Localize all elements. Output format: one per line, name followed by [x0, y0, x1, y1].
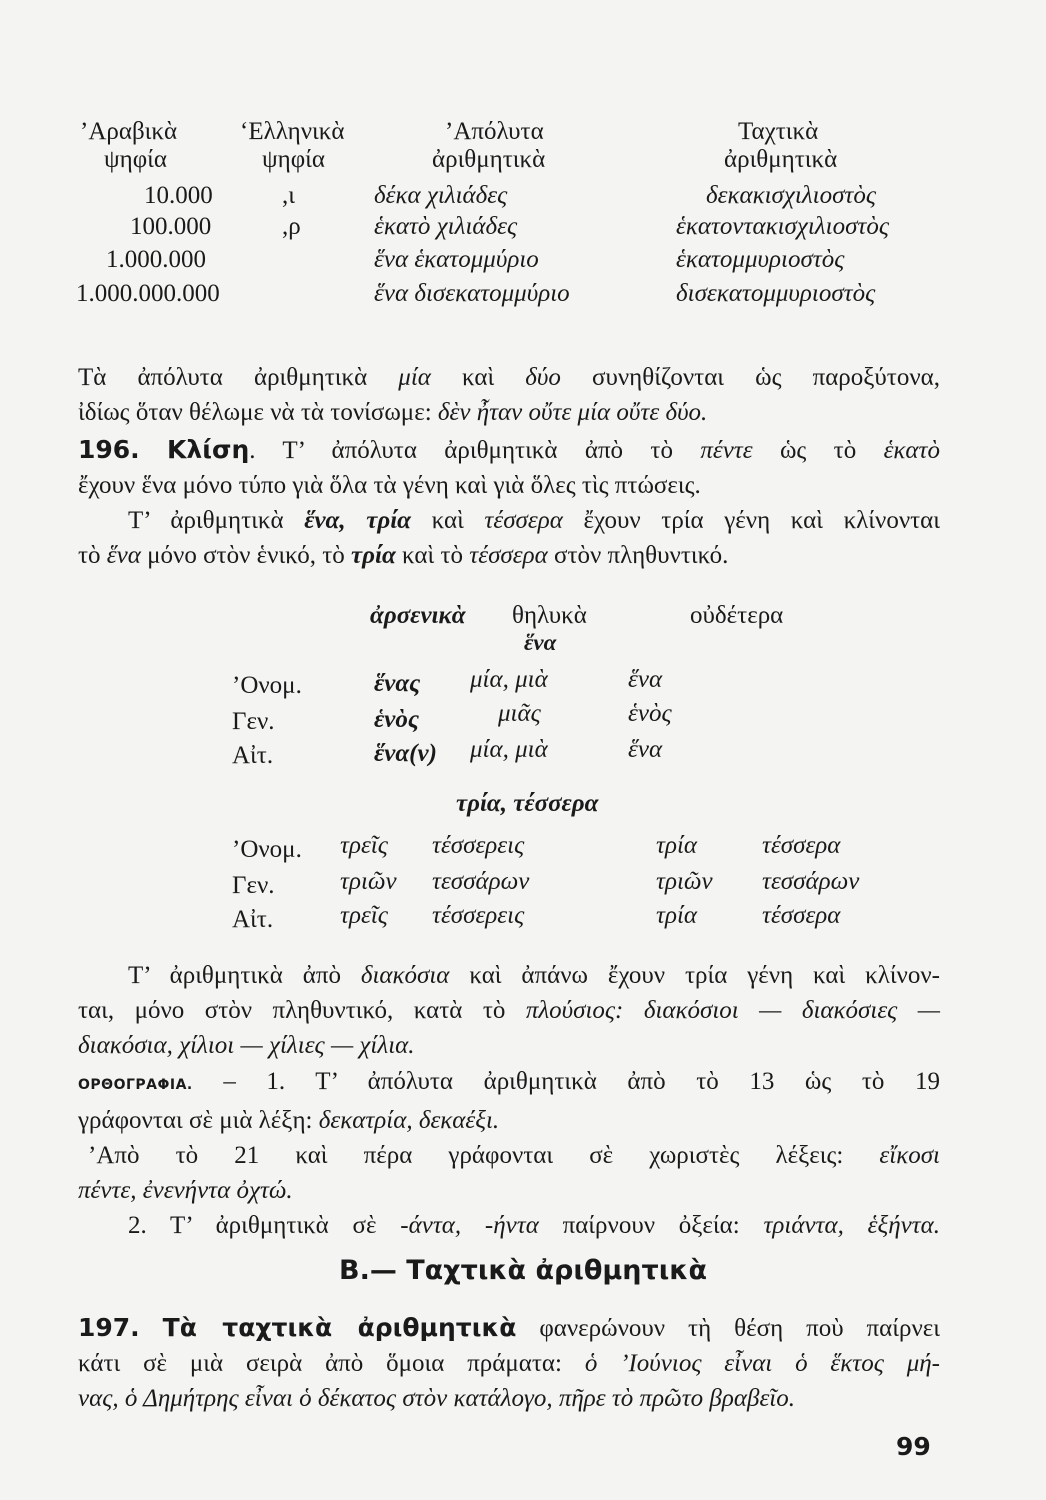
text: καὶ τὸ: [395, 542, 470, 569]
case-label: Αἰτ.: [232, 742, 274, 769]
text: -άντα, -ήντα: [400, 1212, 539, 1239]
form-n-three: τριῶν: [656, 868, 713, 895]
form-feminine: μιᾶς: [498, 700, 541, 727]
gender-feminine: θηλυκὰ: [512, 602, 587, 629]
header-cardinal-line2: ἀριθμητικὰ: [432, 146, 546, 173]
table-row-ordinal: δεκακισχιλιοστὸς: [706, 182, 877, 209]
text: καὶ: [430, 364, 526, 391]
text: μόνο στὸν ἑνικό, τὸ: [140, 542, 352, 569]
page-number: 99: [896, 1432, 931, 1461]
table-row-cardinal: ἕνα ἑκατομμύριο: [374, 246, 539, 273]
form-neuter: ἕνα: [628, 666, 663, 693]
text: δύο: [525, 364, 561, 391]
table-row-greek: ,ι: [282, 182, 295, 209]
table-row-arabic: 1.000.000.000: [76, 280, 220, 307]
paragraph-hundreds: [78, 958, 940, 1063]
form-feminine: μία, μιὰ: [470, 736, 548, 763]
form-neuter: ἑνὸς: [628, 700, 672, 727]
section-196: [78, 432, 940, 573]
header-greek-line2: ψηφία: [262, 146, 325, 173]
text: τὸ: [78, 542, 107, 569]
form-m-four: τέσσερεις: [432, 832, 525, 859]
form-masculine: ἕνα(ν): [374, 740, 437, 767]
text: Τ’ ἀριθμητικὰ ἀπὸ: [128, 962, 361, 989]
text: ἔχουν τρία γένη καὶ κλίνονται: [562, 507, 941, 534]
text: καὶ ἀπάνω ἔχουν τρία γένη καὶ κλίνον-: [449, 962, 940, 989]
header-cardinal-line1: ’Απόλυτα: [445, 118, 544, 145]
form-n-four: τέσσερα: [762, 832, 841, 859]
form-m-three: τρεῖς: [340, 832, 388, 859]
text: Τ’ ἀριθμητικὰ: [128, 507, 305, 534]
form-n-four: τέσσερα: [762, 902, 841, 929]
text: δεκατρία, δεκαέξι.: [318, 1107, 500, 1134]
form-m-four: τεσσάρων: [432, 868, 530, 895]
form-m-three: τρεῖς: [340, 902, 388, 929]
case-label: Γεν.: [232, 872, 275, 899]
table-row-cardinal: ἑκατὸ χιλιάδες: [374, 213, 518, 240]
table-title: τρία, τέσσερα: [456, 790, 599, 817]
text: ἰδίως ὅταν θέλωμε νὰ τὰ τονίσωμε:: [78, 399, 438, 426]
text: . Τ’ ἀπόλυτα ἀριθμητικὰ ἀπὸ τὸ: [249, 437, 701, 464]
case-label: ’Ονομ.: [232, 672, 302, 699]
form-n-three: τρία: [656, 902, 698, 929]
text: στὸν πληθυντικό.: [547, 542, 729, 569]
paragraph-stress: [78, 360, 940, 430]
text: καὶ: [410, 507, 485, 534]
text: εἴκοσι: [843, 1142, 940, 1169]
text: κάτι σὲ μιὰ σειρὰ ἀπὸ ὅμοια πράματα:: [78, 1350, 585, 1377]
text: πέντε: [700, 437, 753, 464]
text: Τὰ ἀπόλυτα ἀριθμητικὰ: [78, 364, 399, 391]
section-heading: Κλίση: [167, 435, 250, 464]
table-row-ordinal: δισεκατομμυριοστὸς: [676, 280, 876, 307]
text: νας, ὁ Δημήτρης εἶναι ὁ δέκατος στὸν κατάλογο, πῆρε τὸ πρῶτο βραβεῖο.: [78, 1385, 795, 1412]
text: – 1. Τ’ ἀπόλυτα ἀριθμητικὰ ἀπὸ τὸ 13 ὡς τὸ 19: [192, 1068, 940, 1095]
case-label: ’Ονομ.: [232, 836, 302, 863]
header-arabic-line2: ψηφία: [104, 146, 167, 173]
section-number: 196.: [78, 435, 140, 464]
header-arabic-line1: ’Αραβικὰ: [80, 118, 178, 145]
text: ται, μόνο στὸν πληθυντικό, κατὰ τὸ: [78, 997, 526, 1024]
section-number: 197.: [78, 1313, 140, 1342]
text: παίρνουν ὀξεία:: [538, 1212, 764, 1239]
section-term: Τὰ ταχτικὰ ἀριθμητικὰ: [162, 1313, 517, 1342]
text: φανερώνουν τὴ θέση ποὺ παίρνει: [516, 1315, 940, 1342]
orthography-notes: [78, 1064, 940, 1243]
text: γράφονται σὲ μιὰ λέξη:: [78, 1107, 319, 1134]
table-row-ordinal: ἑκατομμυριοστὸς: [676, 246, 845, 273]
table-row-cardinal: δέκα χιλιάδες: [374, 182, 508, 209]
text: ὡς τὸ: [752, 437, 884, 464]
form-m-three: τριῶν: [340, 868, 397, 895]
form-n-four: τεσσάρων: [762, 868, 860, 895]
text: τριάντα, ἑξήντα.: [763, 1212, 941, 1239]
text: τέσσερα: [469, 542, 548, 569]
gender-neuter: οὐδέτερα: [690, 602, 784, 629]
case-label: Γεν.: [232, 708, 275, 735]
text: ἔχουν ἕνα μόνο τύπο γιὰ ὅλα τὰ γένη καὶ γιὰ ὅλες τὶς πτώσεις.: [78, 472, 701, 499]
section-197: [78, 1310, 940, 1416]
table-row-greek: ,ρ: [282, 213, 301, 240]
text: δὲν ἦταν οὔτε μία οὔτε δύο.: [437, 399, 708, 426]
text: ἑκατὸ: [883, 437, 940, 464]
text: μία: [398, 364, 431, 391]
header-greek-line1: ‘Ελληνικὰ: [240, 118, 345, 145]
table-row-arabic: 1.000.000: [106, 246, 206, 273]
table-row-cardinal: ἕνα δισεκατομμύριο: [374, 280, 570, 307]
case-label: Αἰτ.: [232, 906, 274, 933]
text: πλούσιος: διακόσιοι — διακόσιες —: [525, 997, 940, 1024]
table-title: ἕνα: [524, 630, 557, 655]
form-masculine: ἕνας: [374, 670, 421, 697]
table-row-ordinal: ἑκατοντακισχιλιοστὸς: [676, 213, 890, 240]
header-ordinal-line1: Ταχτικὰ: [738, 118, 819, 145]
form-masculine: ἑνὸς: [374, 706, 419, 733]
gender-masculine: ἀρσενικὰ: [370, 602, 466, 629]
text: ’Απὸ τὸ 21 καὶ πέρα γράφονται σὲ χωριστὲς λέξεις:: [88, 1142, 844, 1169]
text: ὁ ’Ιούνιος εἶναι ὁ ἕκτος μή-: [584, 1350, 940, 1377]
text: συνηθίζονται ὡς παροξύτονα,: [560, 364, 940, 391]
header-ordinal-line2: ἀριθμητικὰ: [724, 146, 838, 173]
text: τρία: [351, 542, 396, 569]
text: ἕνα, τρία: [304, 507, 411, 534]
orthography-label: ΟΡΘΟΓΡΑΦΙΑ.: [78, 1077, 193, 1093]
form-n-three: τρία: [656, 832, 698, 859]
text: 2. Τ’ ἀριθμητικὰ σὲ: [128, 1212, 401, 1239]
text: ἕνα: [106, 542, 141, 569]
form-feminine: μία, μιὰ: [470, 666, 548, 693]
table-row-arabic: 10.000: [144, 182, 213, 209]
form-neuter: ἕνα: [628, 736, 663, 763]
section-heading-ordinals: Β.— Ταχτικὰ ἀριθμητικὰ: [338, 1255, 708, 1286]
text: διακόσια, χίλιοι — χίλιες — χίλια.: [78, 1032, 415, 1059]
text: διακόσια: [360, 962, 450, 989]
table-row-arabic: 100.000: [130, 213, 212, 240]
text: πέντε, ἐνενήντα ὀχτώ.: [78, 1177, 293, 1204]
text: τέσσερα: [484, 507, 563, 534]
form-m-four: τέσσερεις: [432, 902, 525, 929]
